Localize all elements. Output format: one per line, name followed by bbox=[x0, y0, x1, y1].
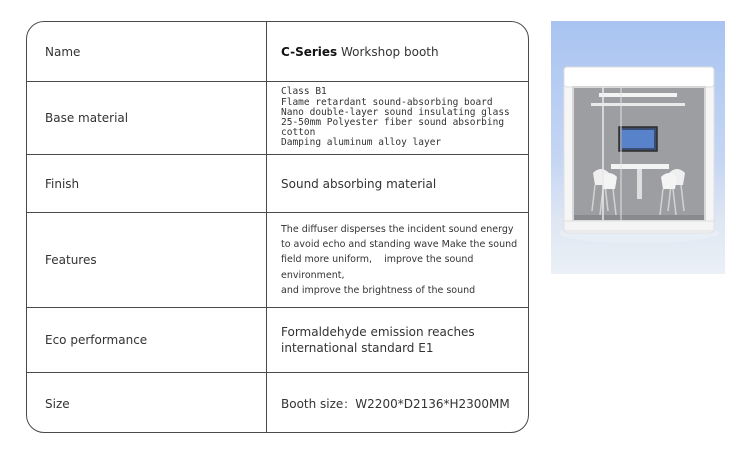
spec-table bbox=[26, 21, 529, 433]
row-label: Size bbox=[27, 373, 267, 433]
eco-line: Formaldehyde emission reaches bbox=[281, 325, 475, 339]
booth-illustration bbox=[551, 21, 725, 274]
feature-line: The diffuser disperses the incident sound energy bbox=[281, 223, 514, 235]
table-row-features bbox=[27, 213, 528, 308]
material-line: Class B1 bbox=[281, 86, 327, 98]
row-value bbox=[267, 82, 528, 154]
row-value bbox=[267, 213, 528, 307]
row-label: Eco performance bbox=[27, 308, 267, 372]
row-label: Finish bbox=[27, 155, 267, 212]
product-name-rest: Workshop booth bbox=[337, 44, 439, 59]
row-label: Base material bbox=[27, 82, 267, 154]
row-value bbox=[267, 308, 528, 372]
row-value: Sound absorbing material bbox=[281, 176, 437, 191]
material-line: Nano double-layer sound insulating glass bbox=[281, 106, 510, 118]
feature-line: to avoid echo and standing wave Make the sound bbox=[281, 239, 518, 251]
material-line: Flame retardant sound-absorbing board bbox=[281, 96, 493, 108]
feature-line: environment, bbox=[281, 269, 345, 281]
material-line: 25-50mm Polyester fiber sound absorbing cotton bbox=[281, 117, 505, 139]
row-value bbox=[267, 22, 528, 81]
feature-line: field more uniform, improve the sound bbox=[281, 254, 474, 266]
material-line: Damping aluminum alloy layer bbox=[281, 137, 442, 149]
table-row-base-material bbox=[27, 82, 528, 155]
row-value: Booth size：W2200*D2136*H2300MM bbox=[281, 397, 510, 411]
eco-line: international standard E1 bbox=[281, 341, 434, 355]
product-series: C-Series bbox=[281, 44, 338, 59]
row-label: Name bbox=[27, 22, 267, 81]
booth-photo bbox=[551, 21, 725, 274]
feature-line: and improve the brightness of the sound bbox=[281, 284, 476, 296]
row-label: Features bbox=[27, 213, 267, 307]
table-row-size bbox=[27, 373, 528, 433]
table-row-eco-performance bbox=[27, 308, 528, 373]
table-row-finish bbox=[27, 155, 528, 213]
table-row-name bbox=[27, 22, 528, 82]
